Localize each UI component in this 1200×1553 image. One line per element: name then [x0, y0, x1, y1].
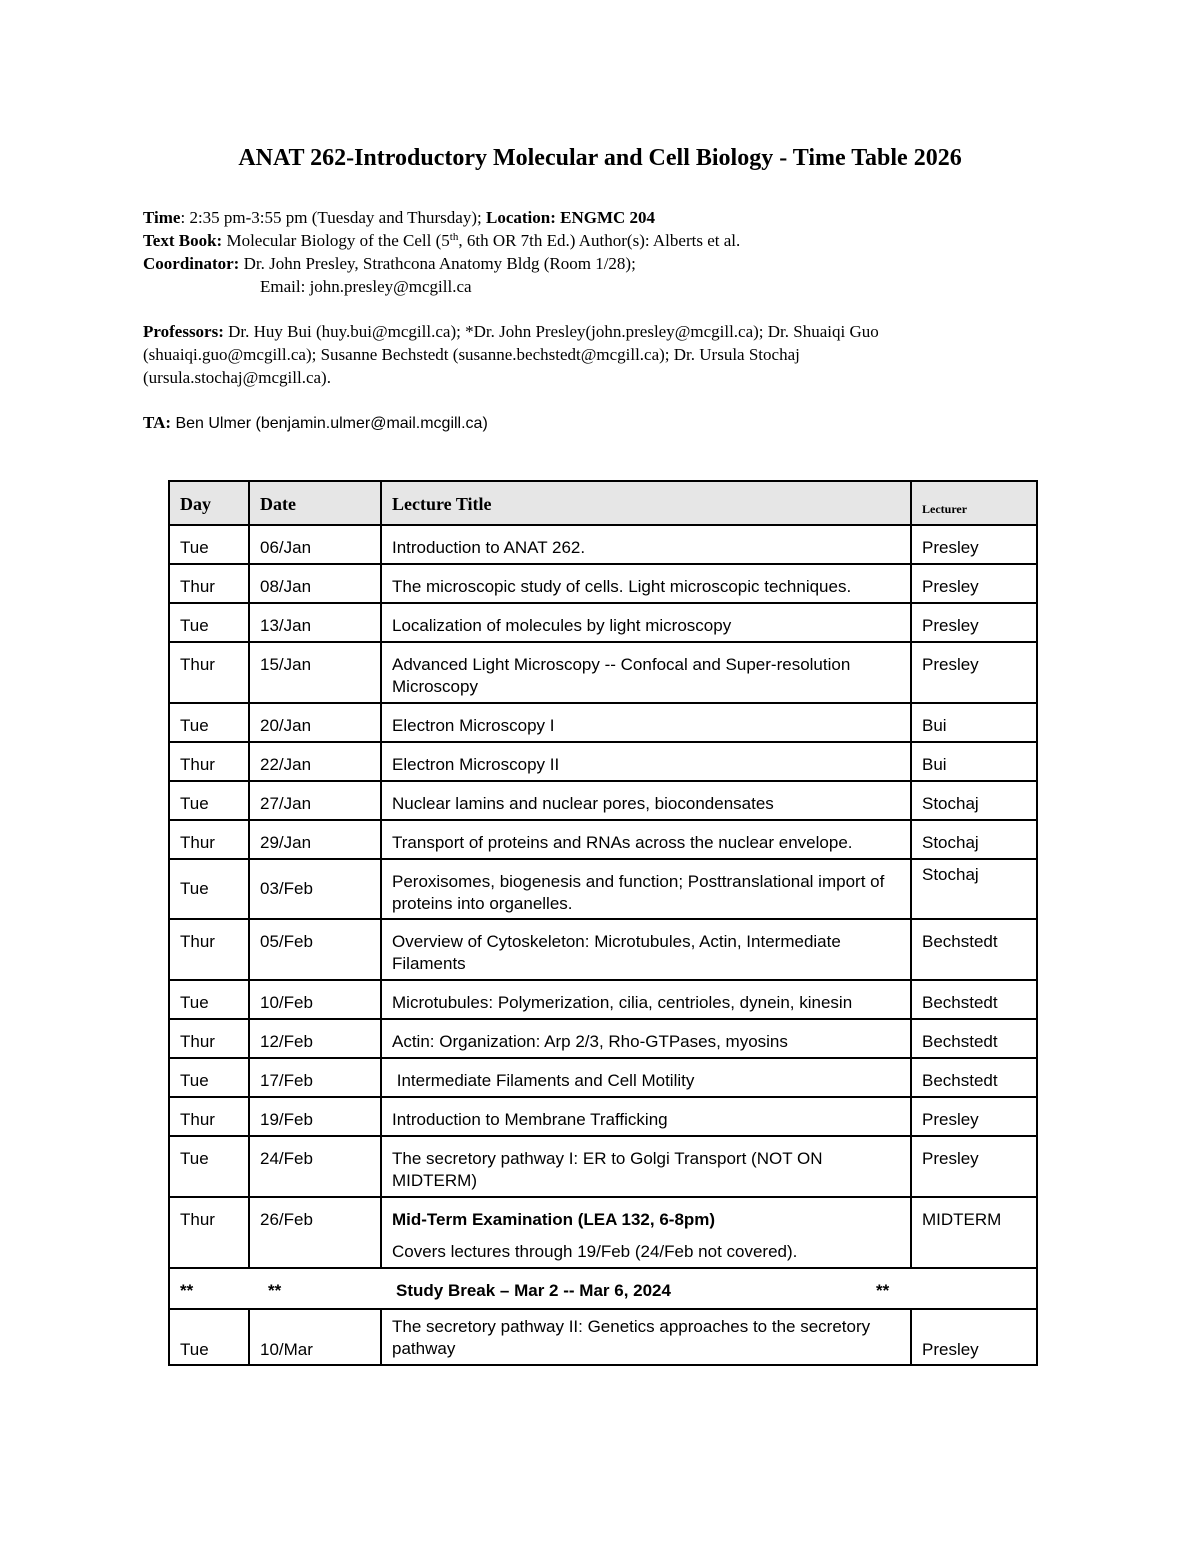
table-row — [169, 859, 1037, 919]
coordinator-label: Coordinator: — [143, 254, 240, 273]
cell-title: Peroxisomes, biogenesis and function; Posttranslational import of proteins into organelles. — [381, 859, 911, 919]
cell-lecturer: Stochaj — [911, 820, 1037, 859]
cell-lecturer: Presley — [911, 1097, 1037, 1136]
professors-label: Professors: — [143, 322, 224, 341]
cell-title: The secretory pathway II: Genetics approaches to the secretory pathway — [381, 1309, 911, 1365]
cell-lecturer: Bechstedt — [911, 919, 1037, 980]
cell-lecturer: Presley — [911, 1136, 1037, 1197]
cell-day: Tue — [169, 781, 249, 820]
cell-title: Actin: Organization: Arp 2/3, Rho-GTPases, myosins — [381, 1019, 911, 1058]
table-row — [169, 603, 1037, 642]
break-marker: ** — [268, 1281, 282, 1300]
header-day: Day — [169, 481, 249, 525]
cell-lecturer: Bechstedt — [911, 1058, 1037, 1097]
cell-day: Thur — [169, 564, 249, 603]
cell-day: Tue — [169, 603, 249, 642]
table-row — [169, 1136, 1037, 1197]
table-row — [169, 525, 1037, 564]
cell-date: 13/Jan — [249, 603, 381, 642]
cell-date: 03/Feb — [249, 859, 381, 919]
table-row — [169, 703, 1037, 742]
cell-lecturer: Presley — [911, 603, 1037, 642]
table-row — [169, 1019, 1037, 1058]
ta-line — [143, 411, 1043, 435]
cell-lecturer: MIDTERM — [911, 1197, 1037, 1268]
break-marker: ** — [180, 1281, 194, 1300]
textbook-value-end: , 6th OR 7th Ed.) Author(s): Alberts et al. — [458, 231, 741, 250]
ta-label: TA: — [143, 413, 172, 432]
exam-subtitle: Covers lectures through 19/Feb (24/Feb not covered). — [392, 1242, 798, 1261]
coordinator-value: Dr. John Presley, Strathcona Anatomy Bldg (Room 1/28); — [239, 254, 636, 273]
cell-lecturer: Presley — [911, 642, 1037, 703]
cell-date: 24/Feb — [249, 1136, 381, 1197]
cell-day: Thur — [169, 742, 249, 781]
cell-lecturer: Presley — [911, 564, 1037, 603]
coordinator-line — [143, 252, 1043, 275]
table-row — [169, 919, 1037, 980]
cell-day: Tue — [169, 1309, 249, 1365]
study-break-row — [169, 1268, 1037, 1309]
header-lecturer: Lecturer — [911, 481, 1037, 525]
cell-day: Thur — [169, 1019, 249, 1058]
cell-title: Electron Microscopy I — [381, 703, 911, 742]
professors-line — [143, 320, 1043, 343]
cell-title: Localization of molecules by light microscopy — [381, 603, 911, 642]
cell-title: Introduction to ANAT 262. — [381, 525, 911, 564]
cell-day: Tue — [169, 1058, 249, 1097]
cell-lecturer: Bechstedt — [911, 980, 1037, 1019]
cell-day: Thur — [169, 1097, 249, 1136]
table-header-row — [169, 481, 1037, 525]
cell-lecturer: Bechstedt — [911, 1019, 1037, 1058]
cell-lecturer: Stochaj — [911, 781, 1037, 820]
cell-date: 10/Feb — [249, 980, 381, 1019]
cell-title: Microtubules: Polymerization, cilia, centrioles, dynein, kinesin — [381, 980, 911, 1019]
cell-title: Introduction to Membrane Trafficking — [381, 1097, 911, 1136]
page-title: ANAT 262-Introductory Molecular and Cell Biology - Time Table 2026 — [238, 145, 962, 171]
cell-day: Thur — [169, 642, 249, 703]
cell-date: 17/Feb — [249, 1058, 381, 1097]
table-row — [169, 1058, 1037, 1097]
professors-line3: (ursula.stochaj@mcgill.ca). — [143, 368, 331, 387]
cell-title: Electron Microscopy II — [381, 742, 911, 781]
cell-title — [381, 1197, 911, 1268]
cell-day: Tue — [169, 703, 249, 742]
break-title: Study Break – Mar 2 -- Mar 6, 2024 — [396, 1281, 671, 1300]
cell-date: 22/Jan — [249, 742, 381, 781]
table-row — [169, 564, 1037, 603]
cell-title: The microscopic study of cells. Light microscopic techniques. — [381, 564, 911, 603]
cell-date: 26/Feb — [249, 1197, 381, 1268]
time-location-line — [143, 206, 1043, 229]
cell-date: 05/Feb — [249, 919, 381, 980]
cell-date: 06/Jan — [249, 525, 381, 564]
cell-day: Tue — [169, 525, 249, 564]
textbook-sup: th — [449, 231, 459, 243]
time-value: : 2:35 pm-3:55 pm (Tuesday and Thursday); — [180, 208, 486, 227]
break-marker: ** — [876, 1281, 890, 1300]
cell-date: 15/Jan — [249, 642, 381, 703]
cell-title: Advanced Light Microscopy -- Confocal and Super-resolution Microscopy — [381, 642, 911, 703]
course-info — [143, 206, 1043, 435]
table-row — [169, 820, 1037, 859]
cell-date: 27/Jan — [249, 781, 381, 820]
coordinator-email: Email: john.presley@mcgill.ca — [260, 277, 472, 296]
location-label: Location: ENGMC 204 — [485, 208, 656, 227]
timetable — [168, 480, 1038, 1366]
table-row — [169, 1097, 1037, 1136]
cell-lecturer: Bui — [911, 703, 1037, 742]
cell-day: Tue — [169, 980, 249, 1019]
table-row — [169, 642, 1037, 703]
table-row — [169, 980, 1037, 1019]
cell-day: Thur — [169, 820, 249, 859]
cell-date: 29/Jan — [249, 820, 381, 859]
exam-title: Mid-Term Examination (LEA 132, 6-8pm) — [392, 1210, 716, 1229]
cell-title: Overview of Cytoskeleton: Microtubules, Actin, Intermediate Filaments — [381, 919, 911, 980]
cell-day: Tue — [169, 1136, 249, 1197]
header-date: Date — [249, 481, 381, 525]
cell-title: Nuclear lamins and nuclear pores, biocondensates — [381, 781, 911, 820]
cell-lecturer: Bui — [911, 742, 1037, 781]
cell-title: The secretory pathway I: ER to Golgi Transport (NOT ON MIDTERM) — [381, 1136, 911, 1197]
time-label: Time — [143, 208, 181, 227]
textbook-line — [143, 229, 1043, 252]
textbook-label: Text Book: — [143, 231, 223, 250]
exam-row — [169, 1197, 1037, 1268]
cell-lecturer: Stochaj — [911, 859, 1037, 919]
cell-title: Intermediate Filaments and Cell Motility — [381, 1058, 911, 1097]
cell-date: 20/Jan — [249, 703, 381, 742]
cell-lecturer: Presley — [911, 1309, 1037, 1365]
cell-day: Thur — [169, 1197, 249, 1268]
cell-date: 08/Jan — [249, 564, 381, 603]
header-title: Lecture Title — [381, 481, 911, 525]
cell-date: 19/Feb — [249, 1097, 381, 1136]
professors-line2: (shuaiqi.guo@mcgill.ca); Susanne Bechstedt (susanne.bechstedt@mcgill.ca); Dr. Ursula Stochaj — [143, 345, 800, 364]
cell-date: 12/Feb — [249, 1019, 381, 1058]
cell-date: 10/Mar — [249, 1309, 381, 1365]
cell-lecturer: Presley — [911, 525, 1037, 564]
table-row — [169, 742, 1037, 781]
cell-title: Transport of proteins and RNAs across the nuclear envelope. — [381, 820, 911, 859]
cell-day: Thur — [169, 919, 249, 980]
table-row — [169, 1309, 1037, 1365]
table-row — [169, 781, 1037, 820]
ta-value: Ben Ulmer (benjamin.ulmer@mail.mcgill.ca) — [171, 415, 488, 432]
cell-day: Tue — [169, 859, 249, 919]
professors-line1: Dr. Huy Bui (huy.bui@mcgill.ca); *Dr. John Presley(john.presley@mcgill.ca); Dr. Shuaiqi Guo — [223, 322, 879, 341]
textbook-value: Molecular Biology of the Cell (5 — [222, 231, 450, 250]
